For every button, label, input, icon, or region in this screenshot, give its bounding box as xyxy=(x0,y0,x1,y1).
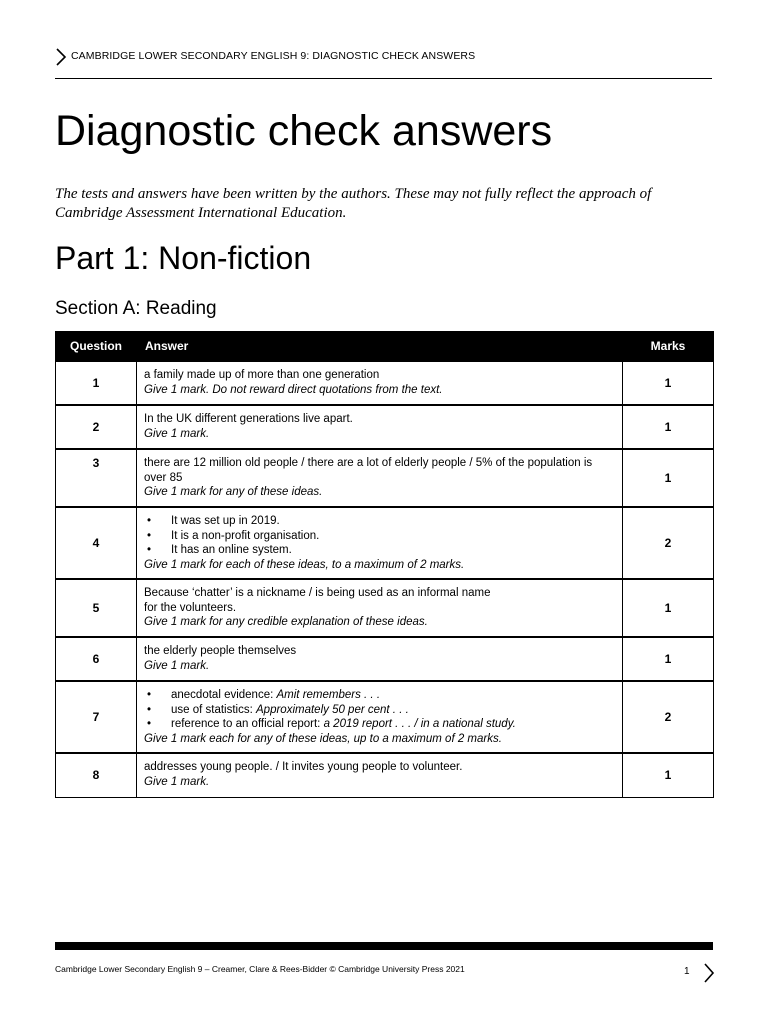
running-title: CAMBRIDGE LOWER SECONDARY ENGLISH 9: DIAGNOSTIC CHECK ANSWERS xyxy=(71,50,476,62)
table-row xyxy=(56,579,714,637)
question-number: 8 xyxy=(56,753,137,797)
answer-cell xyxy=(137,637,623,681)
marks-value: 1 xyxy=(623,361,714,405)
answer-text: Because ‘chatter’ is a nickname / is being used as an informal name xyxy=(144,587,491,599)
chevron-right-icon xyxy=(55,48,67,66)
marking-guidance: Give 1 mark each for any of these ideas, up to a maximum of 2 marks. xyxy=(144,732,502,745)
disclaimer: The tests and answers have been written by the authors. These may not fully reflect the approach of Cambridge Assessment International Education. xyxy=(55,186,652,221)
table-row xyxy=(56,637,714,681)
bullet-text: anecdotal evidence: xyxy=(171,689,277,701)
marks-value: 1 xyxy=(623,579,714,637)
question-number: 7 xyxy=(56,681,137,753)
table-row xyxy=(56,405,714,449)
marking-guidance: Give 1 mark. Do not reward direct quotations from the text. xyxy=(144,383,443,396)
part-heading: Part 1: Non-fiction xyxy=(55,240,312,276)
marks-value: 2 xyxy=(623,507,714,579)
bullet-quote: a 2019 report . . . / in a national study. xyxy=(323,718,516,730)
section-heading: Section A: Reading xyxy=(55,298,217,319)
answer-bullet xyxy=(144,688,615,703)
column-header-answer: Answer xyxy=(137,332,623,362)
answer-cell xyxy=(137,681,623,753)
chevron-right-icon xyxy=(703,963,715,983)
answer-text: addresses young people. / It invites young people to volunteer. xyxy=(144,761,463,773)
answer-cell xyxy=(137,449,623,507)
answer-bullet-list xyxy=(144,514,615,558)
bullet-quote: Approximately 50 per cent . . . xyxy=(256,703,409,716)
marking-guidance: Give 1 mark for any of these ideas. xyxy=(144,486,323,498)
answer-bullet xyxy=(144,717,615,732)
table-row xyxy=(56,361,714,405)
table-row xyxy=(56,681,714,753)
answers-table xyxy=(55,331,714,798)
answer-bullet-list xyxy=(144,688,615,732)
answer-cell xyxy=(137,753,623,797)
running-header xyxy=(55,46,712,79)
answer-bullet xyxy=(144,514,615,529)
page-title: Diagnostic check answers xyxy=(55,107,553,155)
page-number: 1 xyxy=(684,966,690,977)
marks-value: 1 xyxy=(623,449,714,507)
answer-text: a family made up of more than one generation xyxy=(144,369,380,381)
answer-text: there are 12 million old people / there are a lot of elderly people / 5% of the population is over 85 xyxy=(144,457,593,484)
marks-value: 1 xyxy=(623,753,714,797)
table-row xyxy=(56,753,714,797)
question-number: 2 xyxy=(56,405,137,449)
answer-cell xyxy=(137,507,623,579)
answer-bullet xyxy=(144,529,615,544)
bullet-quote: Amit remembers . . . xyxy=(276,689,381,701)
bullet-text: reference to an official report: xyxy=(171,718,324,730)
answer-text: In the UK different generations live apart. xyxy=(144,413,353,425)
footer-credit: Cambridge Lower Secondary English 9 – Creamer, Clare & Rees-Bidder © Cambridge University Press 2021 xyxy=(55,964,465,974)
marking-guidance: Give 1 mark for any credible explanation of these ideas. xyxy=(144,616,428,628)
answer-text: the elderly people themselves xyxy=(144,645,297,657)
footer-rule xyxy=(55,942,713,950)
table-row xyxy=(56,507,714,579)
marking-guidance: Give 1 mark for each of these ideas, to a maximum of 2 marks. xyxy=(144,558,465,571)
bullet-text: It has an online system. xyxy=(171,544,292,556)
bullet-text: It is a non-profit organisation. xyxy=(171,529,320,542)
answer-bullet xyxy=(144,703,615,718)
marking-guidance: Give 1 mark. xyxy=(144,427,210,440)
bullet-text: It was set up in 2019. xyxy=(171,515,280,527)
column-header-question: Question xyxy=(56,332,137,362)
table-header-row xyxy=(56,332,714,362)
answer-text: for the volunteers. xyxy=(144,601,237,614)
table-body xyxy=(56,361,714,797)
marks-value: 1 xyxy=(623,637,714,681)
question-number: 5 xyxy=(56,579,137,637)
question-number: 1 xyxy=(56,361,137,405)
marking-guidance: Give 1 mark. xyxy=(144,659,210,672)
question-number: 6 xyxy=(56,637,137,681)
marks-value: 1 xyxy=(623,405,714,449)
answer-cell xyxy=(137,361,623,405)
marking-guidance: Give 1 mark. xyxy=(144,775,210,788)
question-number: 3 xyxy=(56,449,137,507)
answer-cell xyxy=(137,405,623,449)
marks-value: 2 xyxy=(623,681,714,753)
column-header-marks: Marks xyxy=(623,332,714,362)
question-number: 4 xyxy=(56,507,137,579)
answer-cell xyxy=(137,579,623,637)
table-row xyxy=(56,449,714,507)
answer-bullet xyxy=(144,543,615,558)
bullet-text: use of statistics: xyxy=(171,703,257,716)
